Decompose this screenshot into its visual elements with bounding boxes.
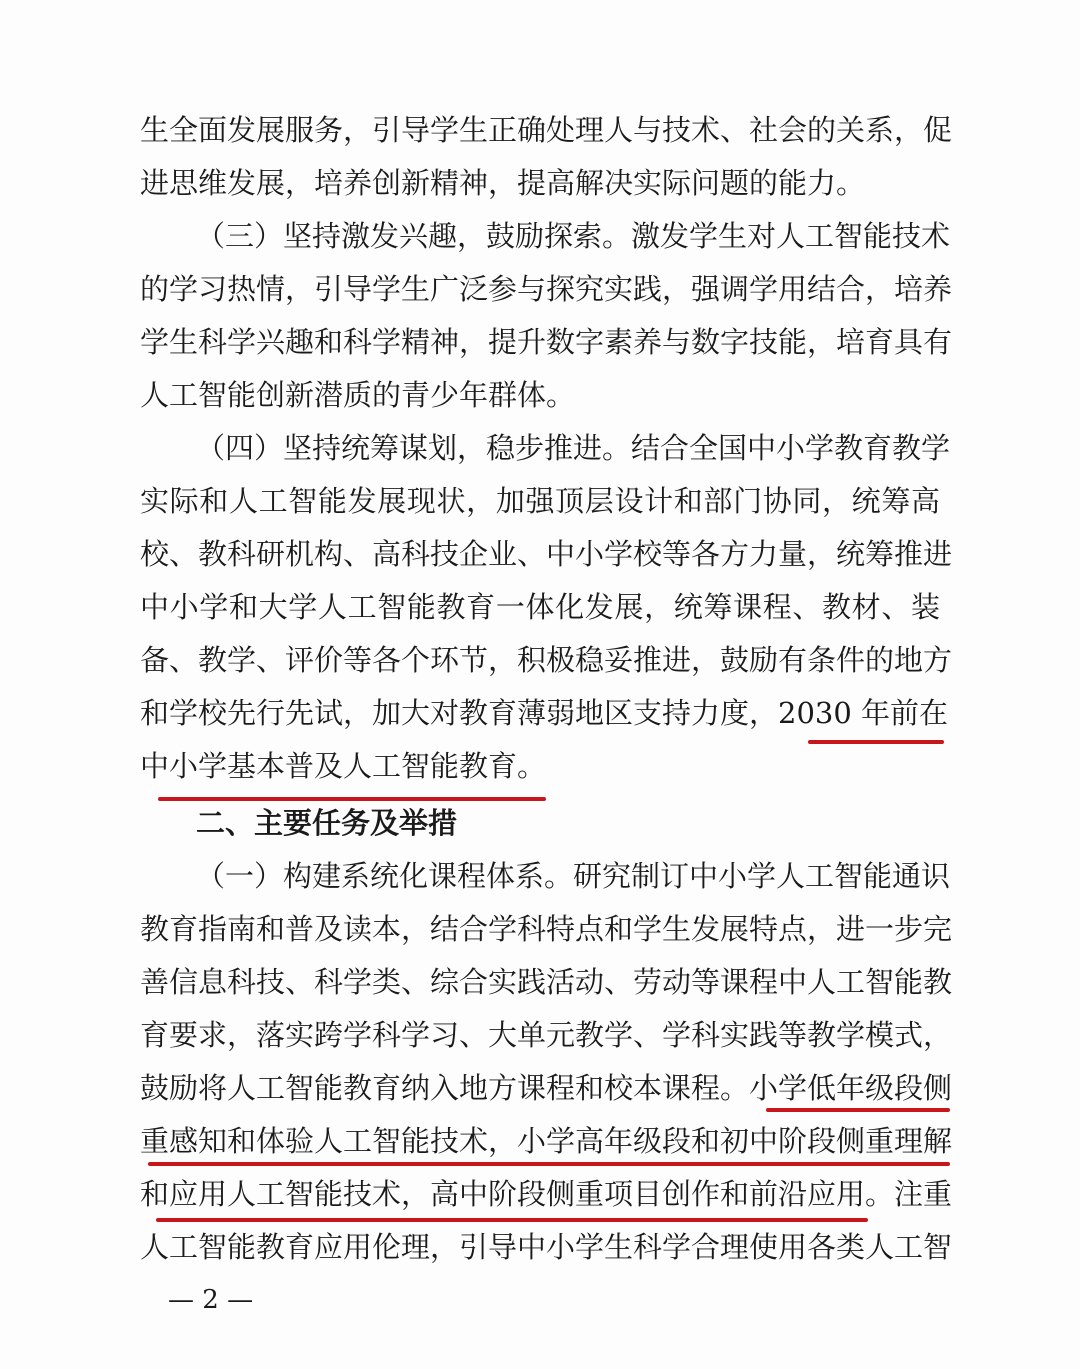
- body-line: 生全面发展服务，引导学生正确处理人与技术、社会的关系，促: [140, 113, 953, 147]
- page-number: — 2 —: [168, 1285, 254, 1315]
- task-one-first-line: （一）构建系统化课程体系。研究制订中小学人工智能通识: [196, 859, 951, 893]
- body-line: 中小学基本普及人工智能教育。: [140, 749, 547, 783]
- body-line: 善信息科技、科学类、综合实践活动、劳动等课程中人工智能教: [140, 965, 953, 999]
- body-line: 备、教学、评价等各个环节，积极稳妥推进，鼓励有条件的地方: [140, 643, 953, 677]
- emphasis-underline: [766, 1108, 950, 1112]
- body-line: 校、教科研机构、高科技企业、中小学校等各方力量，统筹推进: [140, 537, 953, 571]
- body-line: 人工智能创新潜质的青少年群体。: [140, 378, 576, 412]
- paragraph-four-first-line: （四）坚持统筹谋划，稳步推进。结合全国中小学教育教学: [196, 431, 951, 465]
- body-line: 重感知和体验人工智能技术，小学高年级段和初中阶段侧重理解: [140, 1124, 953, 1158]
- paragraph-three-first-line: （三）坚持激发兴趣，鼓励探索。激发学生对人工智能技术: [196, 219, 951, 253]
- body-line: 中小学和大学人工智能教育一体化发展，统筹课程、教材、装: [140, 590, 940, 624]
- body-line: 鼓励将人工智能教育纳入地方课程和校本课程。小学低年级段侧: [140, 1071, 953, 1105]
- body-line: 进思维发展，培养创新精神，提高解决实际问题的能力。: [140, 166, 866, 200]
- emphasis-underline: [148, 1162, 950, 1166]
- emphasis-underline: [158, 797, 546, 801]
- body-line: 育要求，落实跨学科学习、大单元教学、学科实践等教学模式，: [140, 1018, 953, 1052]
- section-heading: 二、主要任务及举措: [196, 806, 458, 840]
- body-line: 教育指南和普及读本，结合学科特点和学生发展特点，进一步完: [140, 912, 953, 946]
- emphasis-underline: [156, 1218, 868, 1222]
- body-line: 人工智能教育应用伦理，引导中小学生科学合理使用各类人工智: [140, 1230, 953, 1264]
- body-line: 的学习热情，引导学生广泛参与探究实践，强调学用结合，培养: [140, 272, 953, 306]
- emphasis-underline: [808, 740, 944, 744]
- body-line: 和应用人工智能技术，高中阶段侧重项目创作和前沿应用。注重: [140, 1177, 953, 1211]
- body-line: 和学校先行先试，加大对教育薄弱地区支持力度，2030 年前在: [140, 696, 949, 730]
- body-line: 学生科学兴趣和科学精神，提升数字素养与数字技能，培育具有: [140, 325, 953, 359]
- body-line: 实际和人工智能发展现状，加强顶层设计和部门协同，统筹高: [140, 484, 940, 518]
